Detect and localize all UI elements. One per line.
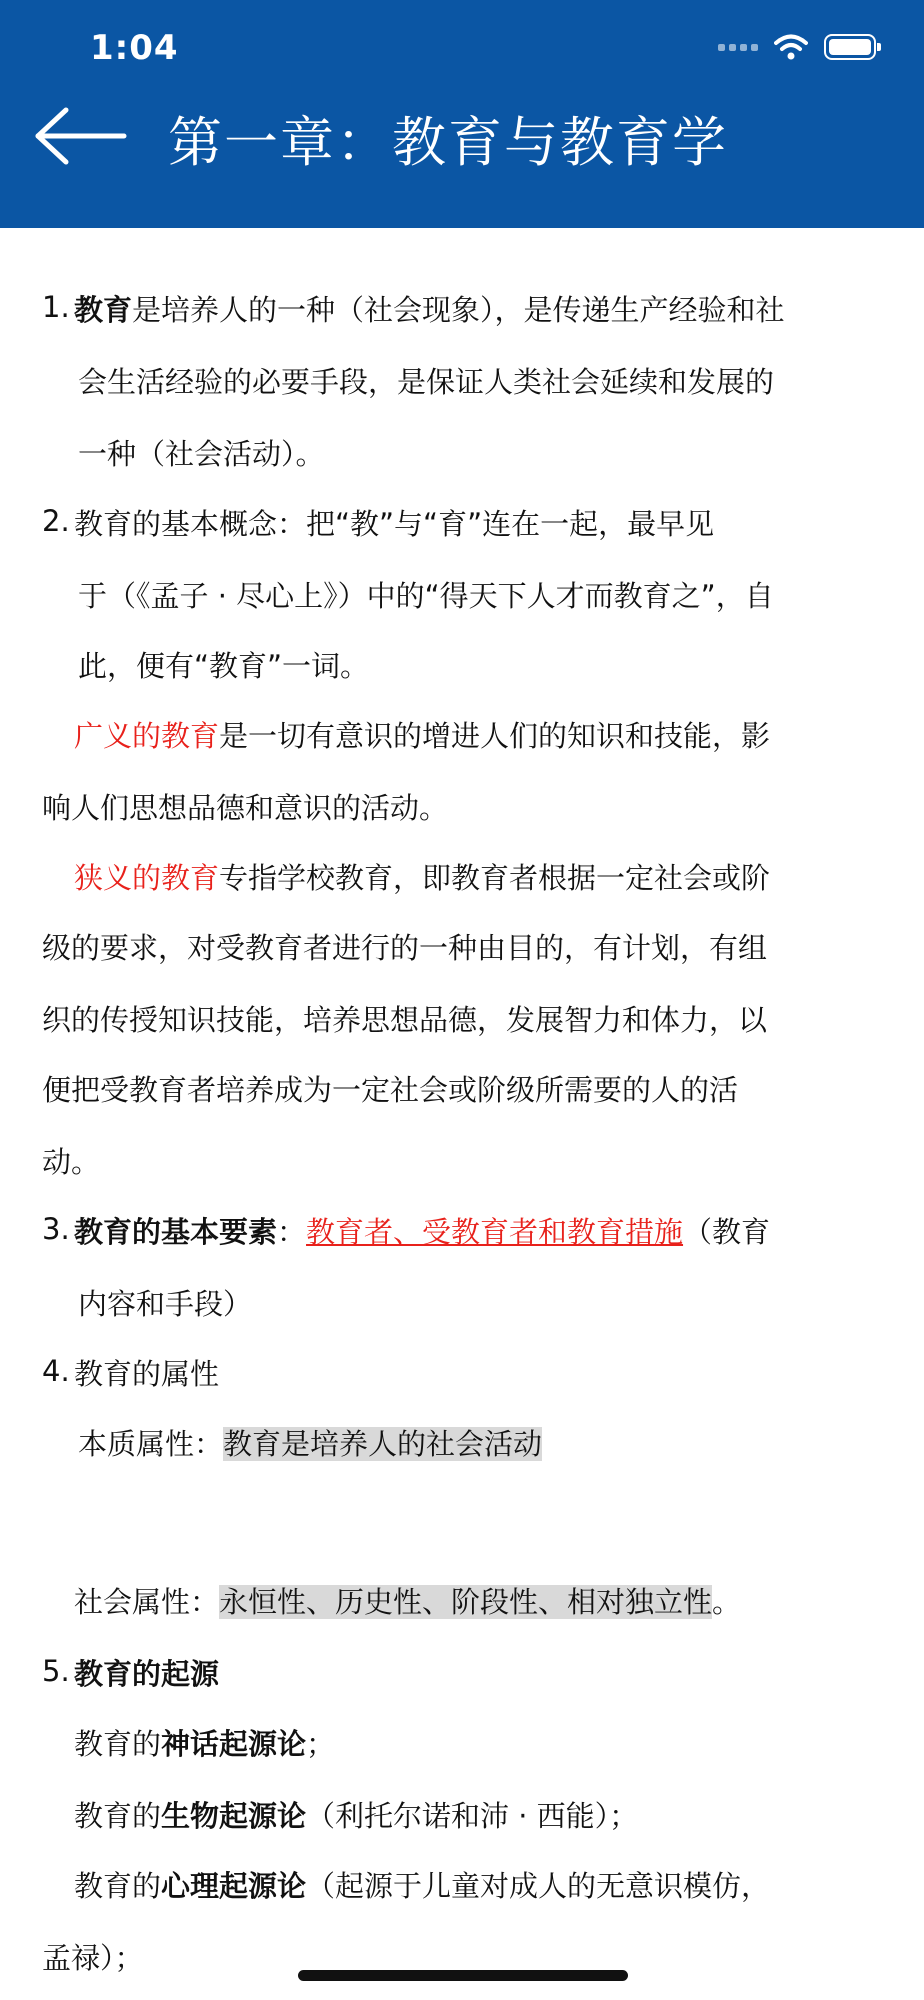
paragraph-line <box>78 1424 542 1464</box>
list-number: 5. <box>42 1654 70 1688</box>
paragraph-line <box>74 1724 335 1764</box>
text: ； <box>306 1727 336 1761</box>
label: 本质属性： <box>78 1427 224 1461</box>
bold-term: 教育 <box>74 293 133 327</box>
paragraph-line: 孟禄）； <box>42 1941 144 1975</box>
paragraph-line <box>74 716 770 756</box>
home-indicator[interactable] <box>298 1970 628 1981</box>
text: 是一切有意识的增进人们的知识和技能，影 <box>219 719 771 753</box>
text: 教育的 <box>74 1799 162 1833</box>
paragraph-line <box>74 858 770 898</box>
bold-term: 心理起源论 <box>161 1869 307 1903</box>
text: 教育的 <box>74 1869 162 1903</box>
cellular-signal-icon <box>718 44 758 51</box>
paragraph-line: 教育的属性 <box>74 1357 220 1391</box>
paragraph-line <box>74 290 785 330</box>
bold-term: 神话起源论 <box>161 1727 307 1761</box>
text: 专指学校教育，即教育者根据一定社会或阶 <box>219 861 771 895</box>
paragraph-line <box>74 1582 741 1622</box>
paragraph-line: 教育的基本概念：把“教”与“育”连在一起，最早见 <box>74 507 715 541</box>
text: 是培养人的一种（社会现象），是传递生产经验和社 <box>132 293 785 327</box>
paragraph-line: 响人们思想品德和意识的活动。 <box>42 791 449 825</box>
highlight-term: 广义的教育 <box>74 719 220 753</box>
paragraph-line: 动。 <box>42 1145 101 1179</box>
text: （教育 <box>683 1215 771 1249</box>
status-icons <box>718 34 876 60</box>
text: ： <box>277 1215 307 1249</box>
paragraph-line <box>74 1796 638 1836</box>
paragraph-line: 此，便有“教育”一词。 <box>78 649 370 683</box>
paragraph-line: 会生活经验的必要手段，是保证人类社会延续和发展的 <box>78 365 775 399</box>
paragraph-line: 一种（社会活动）。 <box>78 437 325 471</box>
list-number: 4. <box>42 1354 70 1388</box>
label: 社会属性： <box>74 1585 220 1619</box>
paragraph-line: 便把受教育者培养成为一定社会或阶级所需要的人的活 <box>42 1073 739 1107</box>
text: 。 <box>712 1585 742 1619</box>
highlighted-value: 永恒性、历史性、阶段性、相对独立性 <box>219 1585 713 1619</box>
text: （起源于儿童对成人的无意识模仿， <box>306 1869 771 1903</box>
text: 教育的 <box>74 1727 162 1761</box>
text: （利托尔诺和沛 · 西能）； <box>306 1799 639 1833</box>
paragraph-line: 织的传授知识技能，培养思想品德，发展智力和体力，以 <box>42 1003 768 1037</box>
page-title: 第一章：教育与教育学 <box>168 111 728 174</box>
app-header <box>0 0 924 228</box>
paragraph-line <box>74 1212 770 1252</box>
bold-term: 教育的基本要素 <box>74 1215 278 1249</box>
battery-icon <box>824 34 876 60</box>
list-number: 3. <box>42 1212 70 1246</box>
paragraph-line: 级的要求，对受教育者进行的一种由目的，有计划，有组 <box>42 931 768 965</box>
list-number: 2. <box>42 504 70 538</box>
paragraph-line <box>74 1866 770 1906</box>
paragraph-line: 内容和手段） <box>78 1287 253 1321</box>
highlight-term: 狭义的教育 <box>74 861 220 895</box>
bold-term: 生物起源论 <box>161 1799 307 1833</box>
section-heading: 教育的起源 <box>74 1657 220 1691</box>
wifi-icon <box>774 34 808 60</box>
highlighted-value: 教育是培养人的社会活动 <box>223 1427 543 1461</box>
back-arrow-icon[interactable] <box>32 104 128 168</box>
paragraph-line: 于（《孟子 · 尽心上》）中的“得天下人才而教育之”，自 <box>78 579 774 613</box>
status-time: 1:04 <box>90 28 179 68</box>
underlined-term: 教育者、受教育者和教育措施 <box>306 1215 684 1249</box>
list-number: 1. <box>42 290 70 324</box>
